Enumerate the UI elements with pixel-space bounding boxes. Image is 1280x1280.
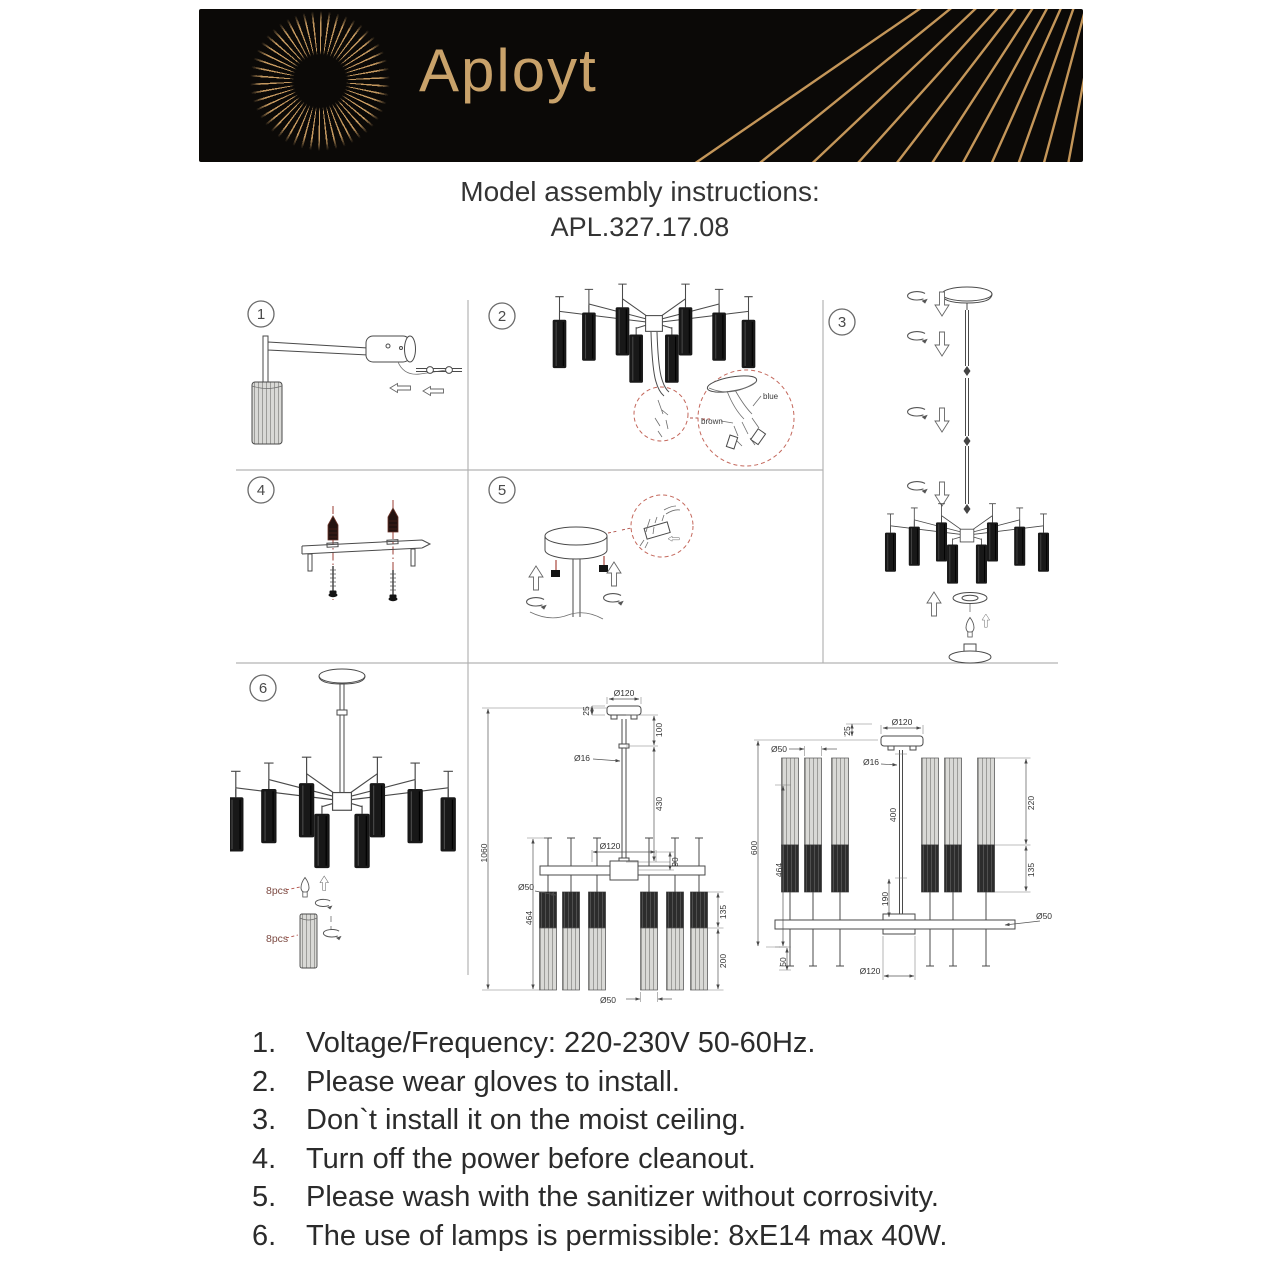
bulb-icon <box>301 878 309 898</box>
gold-rays-icon <box>653 9 1083 162</box>
step-1-panel <box>248 301 462 444</box>
dim-upper-segment: 100 <box>654 722 664 738</box>
note-number: 3. <box>252 1104 277 1136</box>
arrow-down-icon <box>935 332 949 356</box>
step-5-panel <box>489 477 693 619</box>
dim-hub-diameter: Ø120 <box>599 841 621 851</box>
note-number: 5. <box>252 1181 277 1213</box>
model-number: APL.327.17.08 <box>550 212 730 242</box>
list-item <box>252 1217 1062 1256</box>
dim-shade-diameter-side: Ø50 <box>770 744 788 754</box>
step-6-panel <box>230 669 456 968</box>
wall-anchor-icon <box>328 516 338 540</box>
dim-hub-height: 90 <box>670 857 680 867</box>
bulb-quantity-label: 8pcs <box>266 885 289 897</box>
note-number: 2. <box>252 1065 277 1098</box>
step-3-number: 3 <box>837 314 847 331</box>
dim-rod-lower-length: 190 <box>880 891 890 907</box>
dim-shade-metal-height: 135 <box>718 904 728 920</box>
arrow-up-icon <box>927 592 941 616</box>
notes-list <box>252 1024 1062 1255</box>
step-2-number: 2 <box>497 308 507 325</box>
brand-banner <box>199 9 1083 162</box>
dim-total-height: 1060 <box>479 843 489 863</box>
note-text: Don`t install it on the moist ceiling. <box>306 1104 747 1136</box>
screw-icon <box>389 570 398 601</box>
step-5-number: 5 <box>497 482 507 499</box>
note-number: 1. <box>252 1027 277 1059</box>
arrow-down-icon <box>935 482 949 506</box>
list-item <box>252 1024 1062 1063</box>
dim-canopy-height: 25 <box>581 706 591 716</box>
dim-hub-diameter-bottom: Ø120 <box>859 966 881 976</box>
dim-total-height-side: 600 <box>749 840 759 856</box>
rotate-arrow-icon <box>604 594 624 606</box>
list-item <box>252 1178 1062 1217</box>
dim-body-height: 464 <box>524 910 534 926</box>
list-item <box>252 1063 1062 1102</box>
rotate-arrow-icon <box>908 332 928 344</box>
arrow-up-icon <box>982 614 990 627</box>
rotate-arrow-icon <box>323 929 341 940</box>
step-4-number: 4 <box>256 482 266 499</box>
chandelier-body <box>885 504 1049 584</box>
arrow-up-icon <box>529 566 543 590</box>
screw-icon <box>329 566 338 597</box>
step-3-panel <box>829 287 1049 663</box>
note-text: Please wash with the sanitizer without corrosivity. <box>306 1181 939 1213</box>
chandelier-body <box>553 284 756 383</box>
note-text: Please wear gloves to install. <box>306 1065 680 1098</box>
note-number: 6. <box>252 1219 277 1252</box>
arrow-left-icon <box>668 536 679 541</box>
dim-canopy-height-side: 25 <box>842 726 852 736</box>
wiring-detail <box>701 373 779 449</box>
note-text: Turn off the power before cleanout. <box>306 1142 756 1175</box>
assembly-diagram <box>230 278 1062 1014</box>
dim-shade-diameter-bottom: Ø50 <box>599 995 617 1005</box>
dim-canopy-diameter: Ø120 <box>613 688 635 698</box>
arrow-down-icon <box>935 408 949 432</box>
step-6-number: 6 <box>258 680 268 697</box>
front-dimension-drawing <box>479 688 728 1005</box>
wire-label-brown: brown <box>701 417 723 426</box>
list-item <box>252 1140 1062 1179</box>
brand-name: Aployt <box>419 37 598 104</box>
dim-rod-main-length: 400 <box>888 807 898 823</box>
dim-glass-height-side: 220 <box>1026 795 1036 811</box>
wall-anchor-icon <box>388 508 398 532</box>
shade-quantity-label: 8pcs <box>266 933 289 945</box>
arrow-left-icon <box>390 384 411 393</box>
dim-shade-diameter: Ø50 <box>517 882 535 892</box>
dim-shade-glass-height: 200 <box>718 953 728 969</box>
chandelier-body <box>230 757 456 868</box>
dim-bottom-offset: 50 <box>778 957 788 967</box>
dim-shade-diameter-right: Ø50 <box>1035 911 1053 921</box>
dim-main-segment: 430 <box>654 796 664 812</box>
wiring-callout-circle <box>634 387 688 441</box>
rotate-arrow-icon <box>908 292 928 304</box>
dim-canopy-diameter-side: Ø120 <box>891 717 913 727</box>
page-title: Model assembly instructions: <box>460 176 820 207</box>
note-number: 4. <box>252 1142 277 1175</box>
dim-rod-diameter: Ø16 <box>573 753 591 763</box>
rotate-arrow-icon <box>908 408 928 420</box>
wire-label-blue: blue <box>763 392 779 401</box>
terminal-block-detail <box>640 506 680 548</box>
rotate-arrow-icon <box>908 482 928 494</box>
step-2-panel <box>489 284 794 466</box>
note-text: The use of lamps is permissible: 8xE14 max 40W. <box>306 1219 948 1252</box>
note-text: Voltage/Frequency: 220-230V 50-60Hz. <box>306 1027 816 1059</box>
dim-metal-height-side: 135 <box>1026 862 1036 878</box>
step-1-number: 1 <box>256 306 266 323</box>
starburst-logo-icon <box>244 9 396 157</box>
dim-rod-diameter-side: Ø16 <box>862 757 880 767</box>
arrow-left-icon <box>423 387 444 396</box>
bulb-icon <box>966 618 974 638</box>
list-item <box>252 1101 1062 1140</box>
arrow-up-icon <box>320 876 328 890</box>
rotate-arrow-icon <box>315 899 332 909</box>
arrow-up-icon <box>607 562 621 586</box>
rotate-arrow-icon <box>527 598 547 610</box>
step-4-panel <box>248 477 430 601</box>
side-dimension-drawing <box>749 717 1052 980</box>
dim-body-height-side: 464 <box>774 862 784 878</box>
